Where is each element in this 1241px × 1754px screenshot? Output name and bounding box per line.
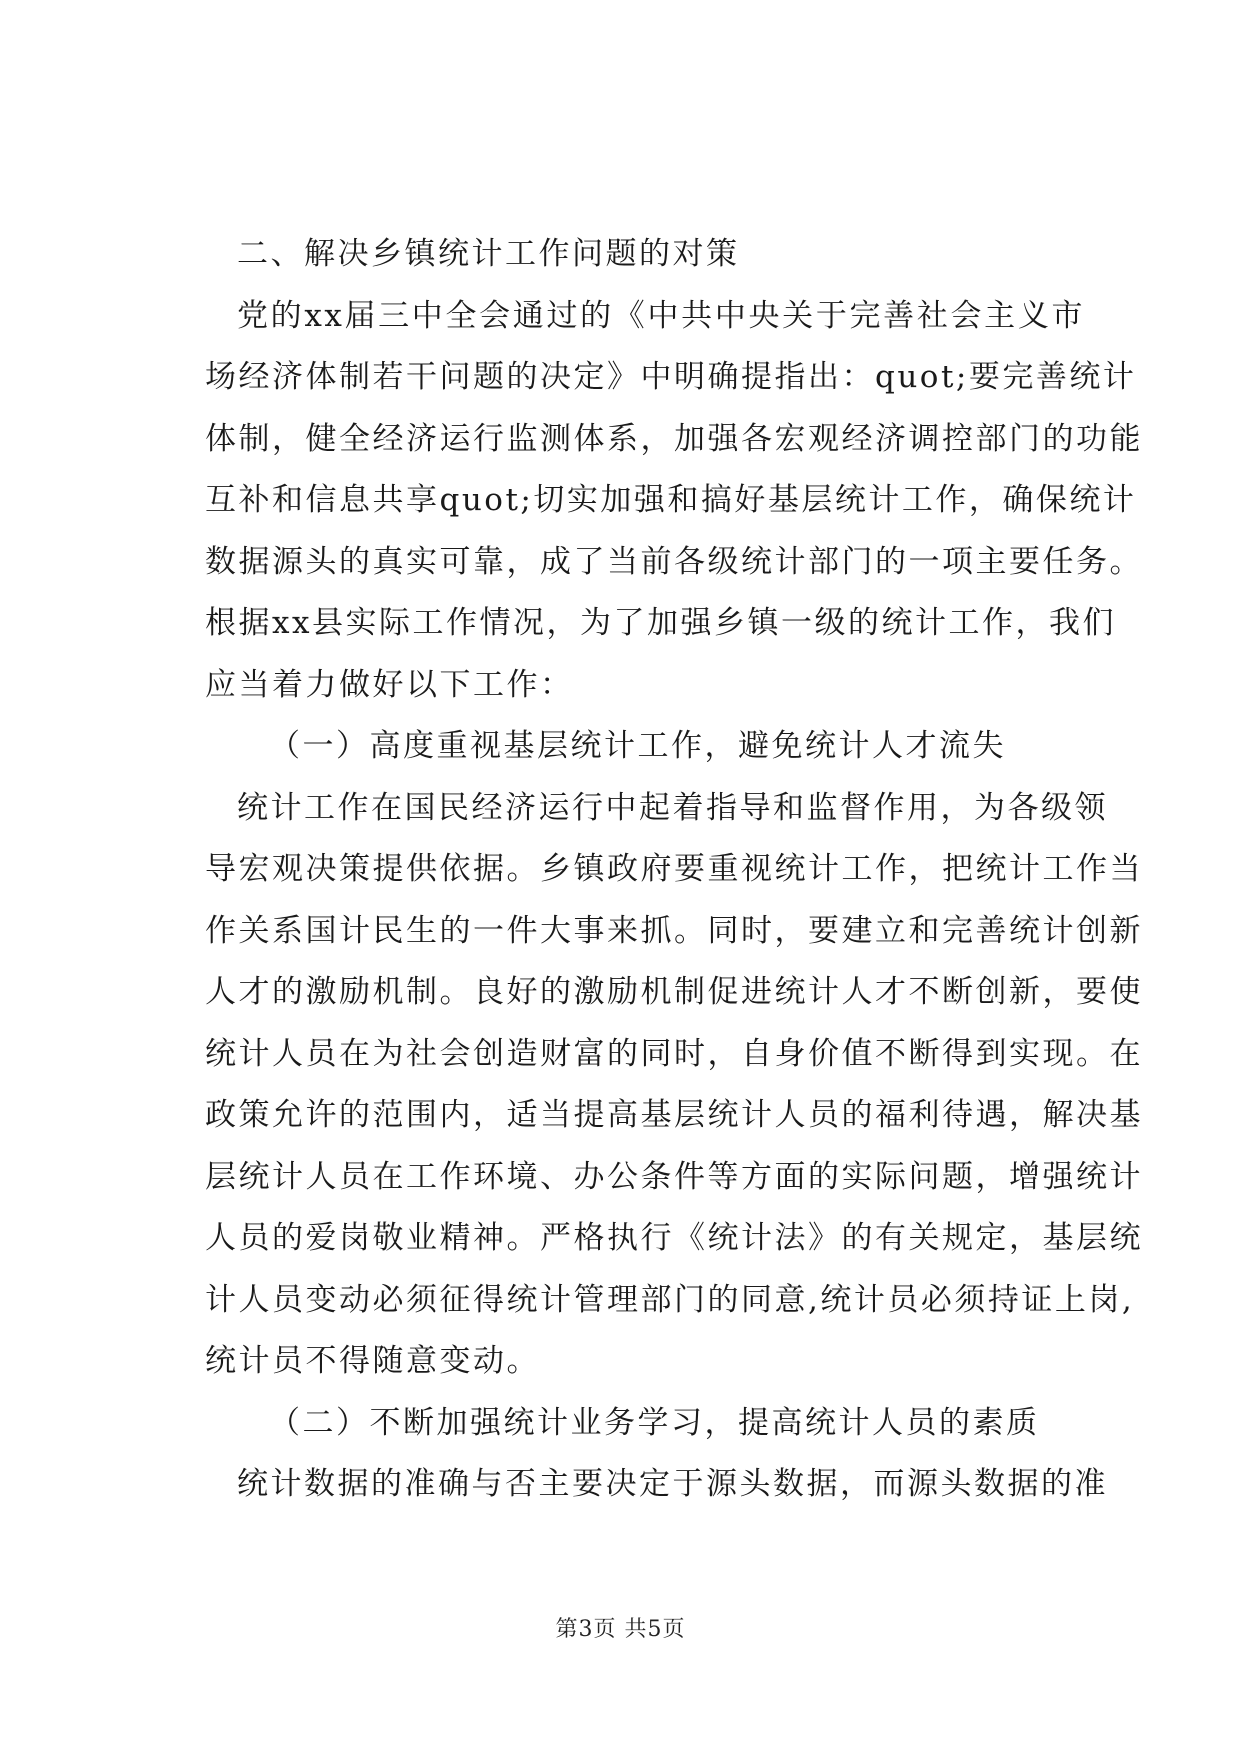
subsection-heading: （二）不断加强统计业务学习，提高统计人员的素质 [269, 1404, 1040, 1441]
subsection-heading: （一）高度重视基层统计工作，避免统计人才流失 [269, 728, 1006, 764]
paragraph-line: 作关系国计民生的一件大事来抓。同时，要建立和完善统计创新 [205, 912, 1143, 949]
paragraph-line: 统计员不得随意变动。 [205, 1343, 540, 1379]
paragraph-line: 根据xx县实际工作情况，为了加强乡镇一级的统计工作，我们 [205, 605, 1116, 641]
paragraph-line: 党的xx届三中全会通过的《中共中央关于完善社会主义市 [237, 297, 1085, 334]
paragraph-line: 导宏观决策提供依据。乡镇政府要重视统计工作，把统计工作当 [205, 851, 1143, 887]
paragraph-line: 人员的爱岗敬业精神。严格执行《统计法》的有关规定，基层统 [205, 1220, 1143, 1256]
document-body [205, 224, 1143, 1516]
paragraph-line: 统计人员在为社会创造财富的同时，自身价值不断得到实现。在 [205, 1035, 1143, 1072]
paragraph-line: 体制，健全经济运行监测体系，加强各宏观经济调控部门的功能 [205, 420, 1143, 457]
page-footer: 第3页 共5页 [555, 1617, 686, 1642]
paragraph-line: 计人员变动必须征得统计管理部门的同意,统计员必须持证上岗, [205, 1281, 1135, 1318]
paragraph-line: 层统计人员在工作环境、办公条件等方面的实际问题，增强统计 [205, 1158, 1143, 1195]
paragraph-line: 应当着力做好以下工作： [205, 666, 574, 703]
paragraph-line: 统计工作在国民经济运行中起着指导和监督作用，为各级领 [237, 789, 1108, 826]
paragraph-line: 数据源头的真实可靠，成了当前各级统计部门的一项主要任务。 [205, 543, 1143, 580]
paragraph-line: 互补和信息共享quot;切实加强和搞好基层统计工作，确保统计 [205, 482, 1137, 518]
paragraph-line: 政策允许的范围内，适当提高基层统计人员的福利待遇，解决基 [205, 1097, 1143, 1133]
paragraph-line: 场经济体制若干问题的决定》中明确提指出：quot;要完善统计 [205, 359, 1137, 395]
section-heading: 二、解决乡镇统计工作问题的对策 [237, 236, 740, 272]
paragraph-line: 人才的激励机制。良好的激励机制促进统计人才不断创新，要使 [205, 974, 1143, 1010]
paragraph-line: 统计数据的准确与否主要决定于源头数据，而源头数据的准 [237, 1466, 1108, 1502]
